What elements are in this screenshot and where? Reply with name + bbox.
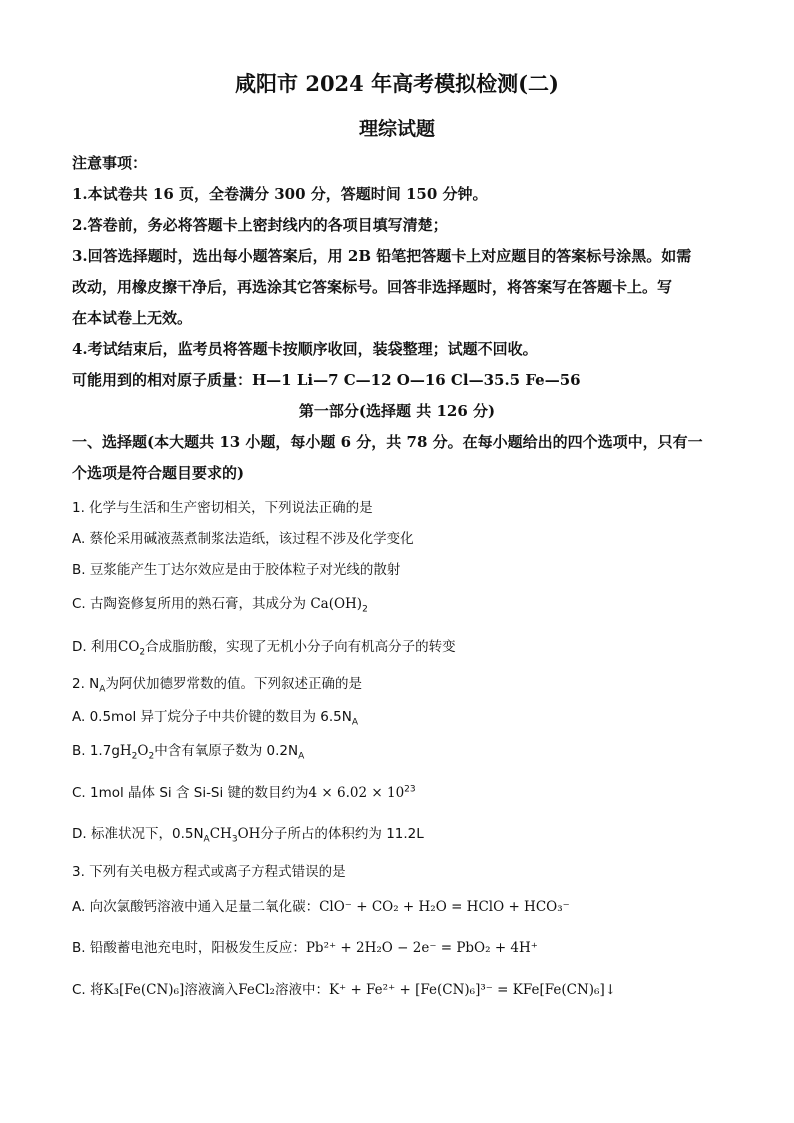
q2-option-d-sub: A [203, 834, 210, 845]
notice-item-1: 1.本试卷共 16 页，全卷满分 300 分，答题时间 150 分钟。 [72, 185, 488, 203]
q2-option-d-pre: D. 标准状况下，0.5N [72, 826, 204, 842]
notice-item-3c: 在本试卷上无效。 [72, 309, 193, 327]
q2-option-b-o-sub: 2 [148, 751, 155, 762]
part1-heading: 第一部分(选择题 共 126 分) [298, 402, 496, 420]
notice-heading: 注意事项： [72, 154, 148, 172]
q2-option-d-post: 分子所占的体积约为 11.2L [260, 826, 424, 842]
q2-option-b-o: O [137, 743, 149, 759]
q2-option-b-mid: 中含有氧原子数为 0.2N [154, 743, 299, 759]
q2-option-c-formula: 4 × 6.02 × 10 [308, 785, 405, 801]
notice-item-2: 2.答卷前，务必将答题卡上密封线内的各项目填写清楚； [72, 216, 448, 234]
q2-stem-post: 为阿伏加德罗常数的值。下列叙述正确的是 [105, 676, 362, 692]
q2-option-d-f-sub: 3 [231, 834, 238, 845]
q2-option-c-pre: C. 1mol 晶体 Si 含 Si-Si 键的数目约为 [72, 785, 309, 801]
q3-option-b [72, 936, 738, 956]
q2-stem-num: 2. N [72, 676, 100, 692]
notice-item-3a: 3.回答选择题时，选出每小题答案后，用 2B 铅笔把答题卡上对应题目的答案标号涂黑。如需 [72, 247, 692, 265]
q2-option-a-sub: A [351, 717, 359, 728]
q1-option-d-post: 合成脂肪酸，实现了无机小分子向有机高分子的转变 [145, 639, 456, 655]
q2-stem [72, 672, 738, 695]
page-subtitle: 理综试题 [358, 118, 435, 140]
atomic-masses: 可能用到的相对原子质量：H—1 Li—7 C—12 O—16 Cl—35.5 Fe—56 [72, 371, 581, 389]
notice-item-4: 4.考试结束后，监考员将答题卡按顺序收回，装袋整理；试题不回收。 [72, 340, 538, 358]
q2-option-d-formula2: OH [237, 826, 261, 842]
q3-option-b-pre: B. 铅酸蓄电池充电时，阳极发生反应： [72, 940, 306, 956]
q1-option-d-formula: CO [117, 639, 140, 655]
q2-option-b-h: H [119, 743, 132, 759]
q3-option-c-reagent: K₃[Fe(CN)₆] [103, 982, 185, 998]
q3-option-c-pre: C. 将 [72, 982, 104, 998]
q3-option-c-eq: K⁺ + Fe²⁺ + [Fe(CN)₆]³⁻ = KFe[Fe(CN)₆]↓ [328, 982, 617, 998]
q1-option-d-pre: D. 利用 [72, 639, 118, 655]
q2-option-b-pre: B. 1.7g [72, 743, 120, 759]
page-title: 咸阳市 2024 年高考模拟检测(二) [235, 71, 559, 96]
q3-option-a-pre: A. 向次氯酸钙溶液中通入足量二氧化碳： [72, 899, 320, 915]
q1-option-c-sub: 2 [362, 604, 368, 615]
q1-stem: 1. 化学与生活和生产密切相关，下列说法正确的是 [72, 500, 373, 516]
section-instructions-b: 个选项是符合题目要求的) [72, 464, 245, 482]
q2-option-b-h-sub: 2 [131, 751, 138, 762]
q3-option-c [72, 978, 738, 998]
q1-option-d [72, 635, 738, 658]
q2-option-c [72, 781, 738, 801]
q2-option-d-formula: CH [209, 826, 232, 842]
q3-option-a-eq: ClO⁻ + CO₂ + H₂O = HClO + HCO₃⁻ [319, 899, 570, 915]
q1-option-d-sub: 2 [139, 647, 146, 658]
q2-option-a [72, 705, 738, 728]
q3-stem: 3. 下列有关电极方程式或离子方程式错误的是 [72, 864, 346, 880]
q3-option-c-fecl: FeCl₂ [238, 982, 275, 998]
q1-option-a: A. 蔡伦采用碱液蒸煮制浆法造纸，该过程不涉及化学变化 [72, 531, 414, 547]
q1-option-c-text: C. 古陶瓷修复所用的熟石膏，其成分为 [72, 596, 307, 612]
notice-item-3b: 改动，用橡皮擦干净后，再选涂其它答案标号。回答非选择题时，将答案写在答题卡上。写 [72, 278, 673, 296]
q3-option-b-eq: Pb²⁺ + 2H₂O − 2e⁻ = PbO₂ + 4H⁺ [305, 940, 538, 956]
q1-option-c [72, 592, 738, 615]
section-instructions-a: 一、选择题(本大题共 13 小题，每小题 6 分，共 78 分。在每小题给出的四个选项中，只有一 [72, 433, 703, 451]
q3-option-a [72, 895, 738, 915]
q2-option-b-sub: A [298, 751, 305, 762]
q2-option-d [72, 822, 738, 845]
q1-option-c-formula: Ca(OH) [310, 596, 363, 612]
q1-option-b: B. 豆浆能产生丁达尔效应是由于胶体粒子对光线的散射 [72, 562, 401, 578]
q3-option-c-mid2: 溶液中： [274, 982, 329, 998]
q3-option-c-mid: 溶液滴入 [184, 982, 239, 998]
q2-option-b [72, 739, 738, 762]
q2-option-c-sup: 23 [404, 784, 416, 795]
q2-option-a-text: A. 0.5mol 异丁烷分子中共价键的数目为 6.5N [72, 709, 352, 725]
q2-stem-sub: A [99, 684, 106, 695]
